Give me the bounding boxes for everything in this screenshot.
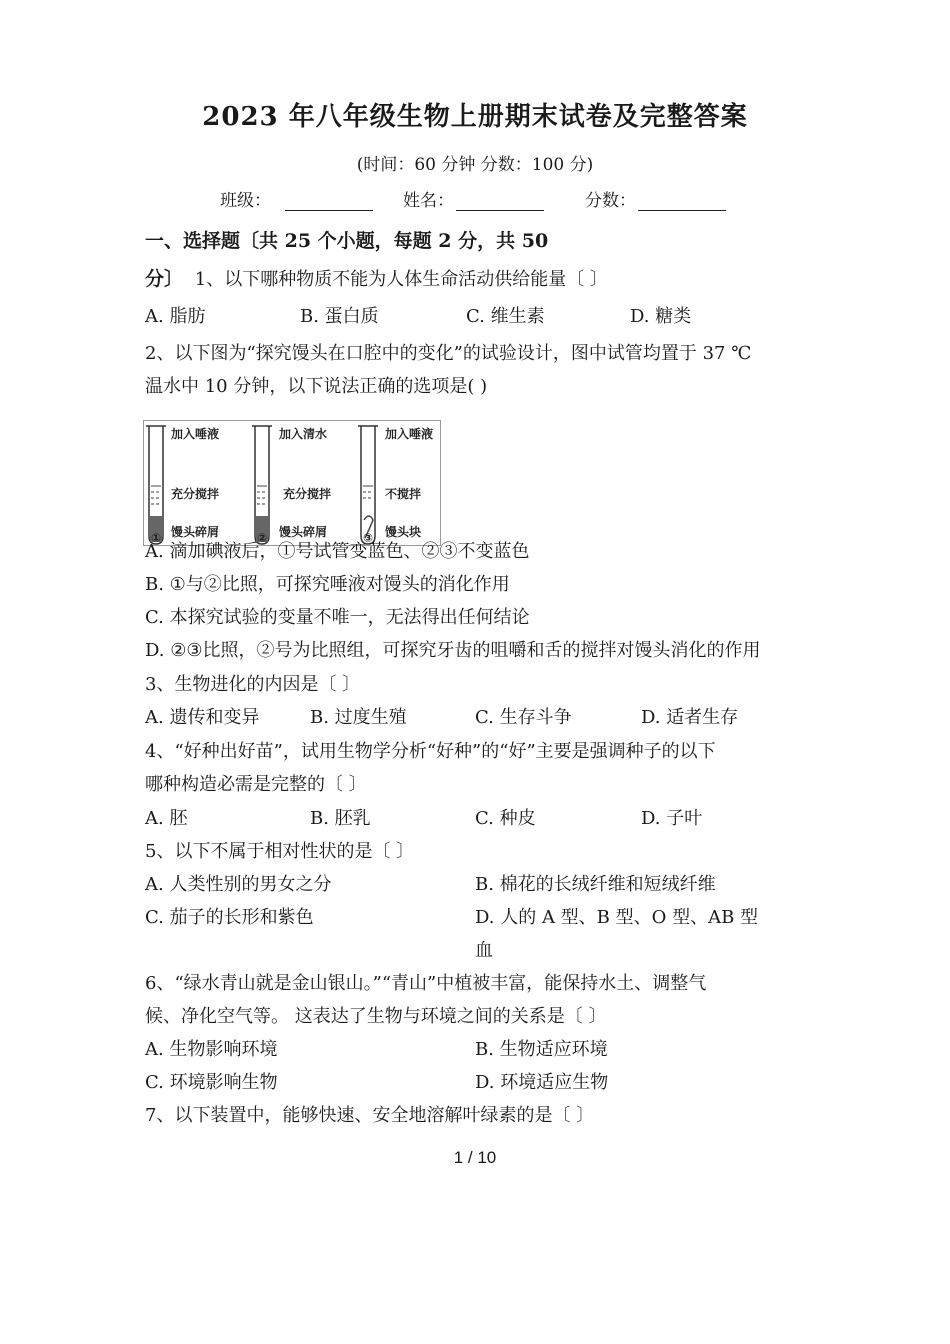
q3-option-c: C. 生存斗争 — [475, 707, 572, 728]
q6-option-a: A. 生物影响环境 — [145, 1039, 278, 1060]
q5-option-c: C. 茄子的长形和紫色 — [145, 907, 314, 928]
q5-option-a: A. 人类性别的男女之分 — [145, 874, 332, 895]
q6-option-b: B. 生物适应环境 — [475, 1039, 608, 1060]
q2-stem-line2: 温水中 10 分钟，以下说法正确的选项是( ) — [145, 376, 488, 397]
class-field — [220, 186, 373, 211]
exam-info: (时间：60 分钟 分数：100 分) — [356, 155, 594, 175]
q5-option-d-cont: 血 — [475, 940, 493, 961]
q4-option-b: B. 胚乳 — [310, 808, 371, 829]
q4-option-d: D. 子叶 — [641, 808, 703, 829]
q2-option-b: B. ①与②比照，可探究唾液对馒头的消化作用 — [145, 574, 510, 595]
q6-option-d: D. 环境适应生物 — [475, 1072, 609, 1093]
tube-3-label-3: 馒头块 — [385, 525, 422, 539]
tube-3-label-1: 加入唾液 — [385, 427, 434, 441]
tube-3-label-2: 不搅拌 — [385, 487, 422, 501]
score-field — [585, 186, 726, 211]
q2-option-d: D. ②③比照，②号为比照组，可探究牙齿的咀嚼和舌的搅拌对馒头消化的作用 — [145, 640, 761, 661]
tube-1-label-2: 充分搅拌 — [171, 487, 220, 501]
q2-stem-line1: 2、以下图为“探究馒头在口腔中的变化”的试验设计，图中试管均置于 37 ℃ — [145, 343, 752, 364]
q6-stem-line1: 6、“绿水青山就是金山银山。”“青山”中植被丰富，能保持水土、调整气 — [145, 973, 707, 994]
tube-2-number: ② — [257, 531, 268, 545]
tube-1-label-1: 加入唾液 — [171, 427, 220, 441]
q6-stem-line2: 候、净化空气等。 这表达了生物与环境之间的关系是〔 〕 — [145, 1006, 607, 1027]
q5-stem: 5、以下不属于相对性状的是〔 〕 — [145, 841, 415, 862]
q3-option-a: A. 遗传和变异 — [145, 707, 260, 728]
section-heading: 一、选择题〔共 25 个小题，每题 2 分，共 50 — [145, 230, 549, 252]
q4-stem-line1: 4、“好种出好苗”，试用生物学分析“好种”的“好”主要是强调种子的以下 — [145, 741, 716, 762]
name-blank[interactable] — [456, 186, 544, 211]
q2-option-a: A. 滴加碘液后，①号试管变蓝色、②③不变蓝色 — [145, 541, 530, 562]
tube-1-number: ① — [151, 531, 162, 545]
score-blank[interactable] — [638, 186, 726, 211]
page-number: 1 / 10 — [453, 1148, 497, 1167]
q1-option-b: B. 蛋白质 — [300, 306, 379, 327]
section-heading-cont: 分〕 — [145, 268, 184, 290]
name-field — [403, 186, 544, 211]
name-label: 姓名： — [403, 191, 454, 211]
q6-option-c: C. 环境影响生物 — [145, 1072, 278, 1093]
q3-option-b: B. 过度生殖 — [310, 707, 407, 728]
tube-2-label-1: 加入清水 — [279, 427, 328, 441]
q1-option-c: C. 维生素 — [466, 306, 545, 327]
page-title: 2023 年八年级生物上册期末试卷及完整答案 — [202, 102, 748, 132]
q3-stem: 3、生物进化的内因是〔 〕 — [145, 674, 361, 695]
tube-2-label-2: 充分搅拌 — [283, 487, 332, 501]
class-blank[interactable] — [285, 186, 373, 211]
question-1 — [145, 265, 608, 294]
q3-option-d: D. 适者生存 — [641, 707, 739, 728]
q4-option-a: A. 胚 — [145, 808, 188, 829]
q1-option-a: A. 脂肪 — [145, 306, 206, 327]
q4-stem-line2: 哪种构造必需是完整的〔 〕 — [145, 774, 367, 795]
tube-1-label-3: 馒头碎屑 — [171, 525, 220, 539]
tube-2-label-3: 馒头碎屑 — [279, 525, 328, 539]
q4-option-c: C. 种皮 — [475, 808, 536, 829]
tube-3-number: ③ — [363, 531, 374, 545]
score-label: 分数： — [585, 191, 636, 211]
q5-option-d: D. 人的 A 型、B 型、O 型、AB 型 — [475, 907, 759, 928]
class-label: 班级： — [220, 191, 271, 211]
q1-option-d: D. 糖类 — [630, 306, 692, 327]
q1-stem: 1、以下哪种物质不能为人体生命活动供给能量〔 〕 — [194, 269, 608, 290]
q7-stem: 7、以下装置中，能够快速、安全地溶解叶绿素的是〔 〕 — [145, 1105, 595, 1126]
q2-option-c: C. 本探究试验的变量不唯一，无法得出任何结论 — [145, 607, 530, 628]
q5-option-b: B. 棉花的长绒纤维和短绒纤维 — [475, 874, 716, 895]
q2-test-tube-figure — [143, 420, 441, 546]
